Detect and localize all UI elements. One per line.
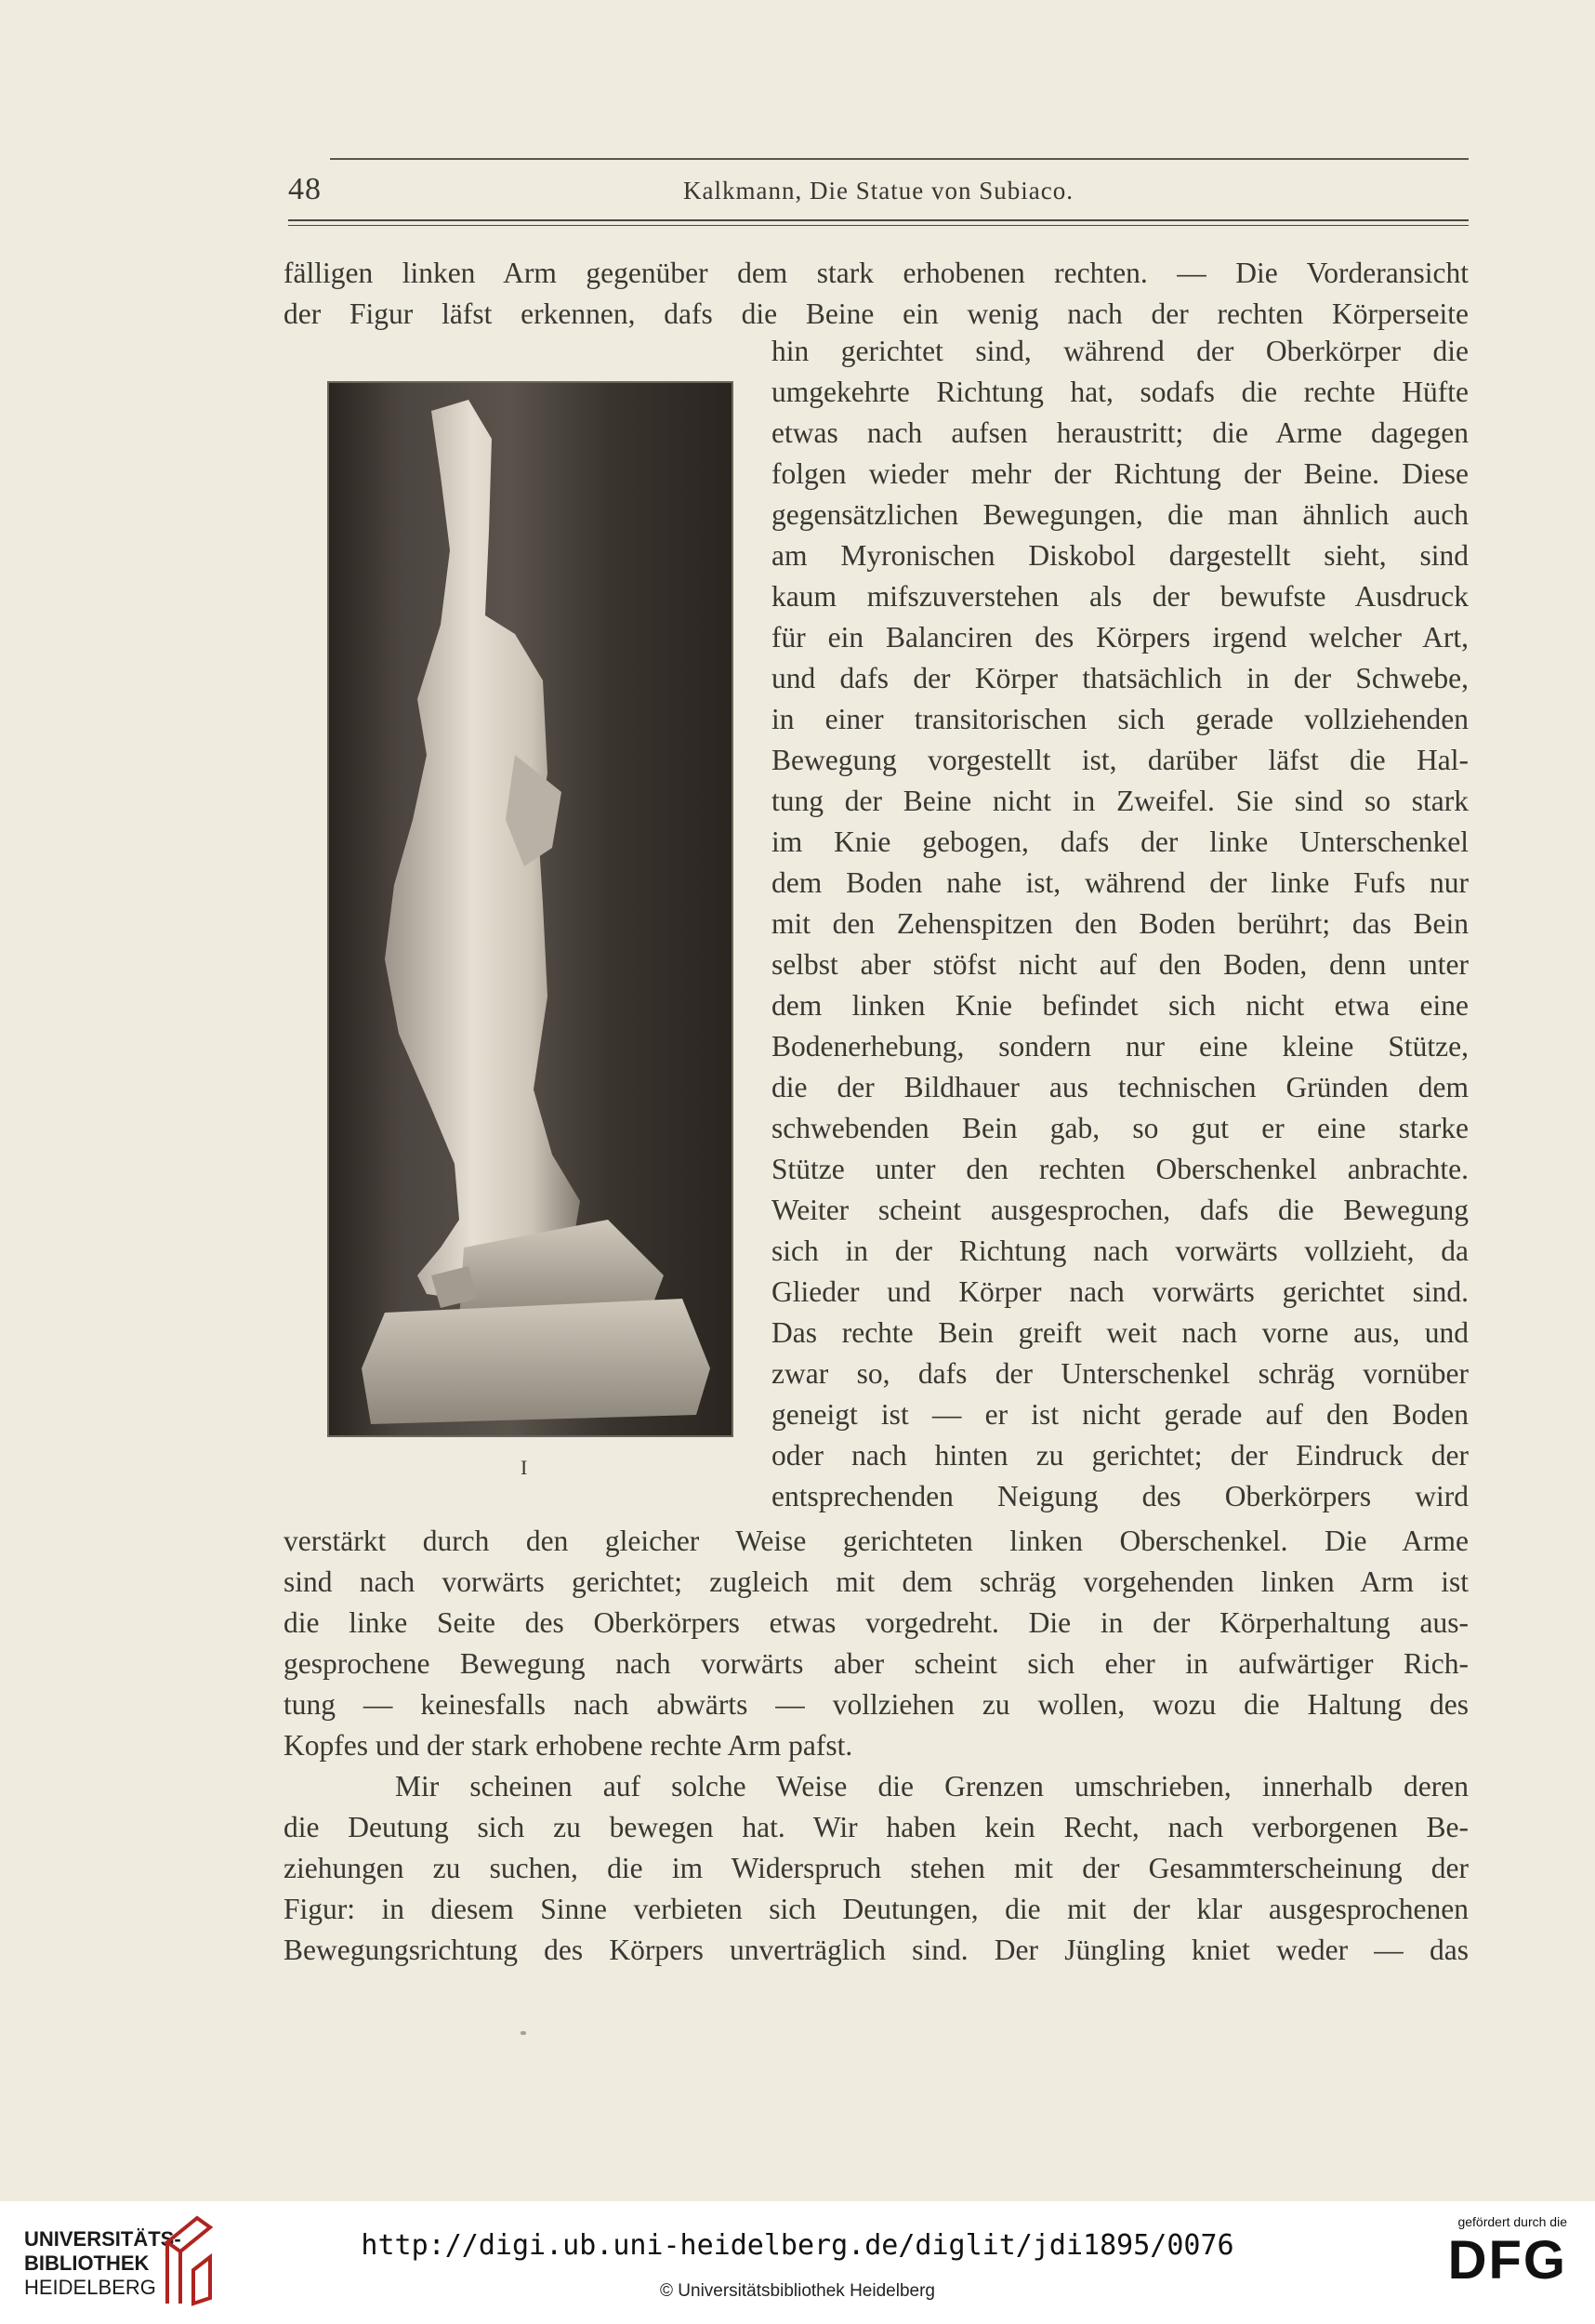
text-line: Weiter scheint ausgesprochen, dafs die Bewegung [771, 1194, 1469, 1226]
text-line: tung der Beine nicht in Zweifel. Sie sind so stark [771, 785, 1469, 817]
text-line: tung — keinesfalls nach abwärts — vollziehen zu wollen, wozu die Haltung des [283, 1688, 1469, 1721]
text-line: sind nach vorwärts gerichtet; zugleich mit dem schräg vorgehenden linken Arm ist [283, 1565, 1469, 1598]
library-name-line3: HEIDELBERG [24, 2276, 156, 2299]
text-line: folgen wieder mehr der Richtung der Beine. Diese [771, 457, 1469, 490]
paper-speck [521, 2031, 526, 2035]
text-line: Bodenerhebung, sondern nur eine kleine Stütze, [771, 1030, 1469, 1063]
text-line: Kopfes und der stark erhobene rechte Arm pafst. [283, 1729, 853, 1762]
dfg-wordmark: DFG [1447, 2230, 1567, 2291]
text-line: fälligen linken Arm gegenüber dem stark erhobenen rechten. — Die Vorderansicht [283, 257, 1469, 289]
text-line: hin gerichtet sind, während der Oberkörper die [771, 335, 1469, 367]
funded-by-label: gefördert durch die [1457, 2214, 1567, 2229]
text-line: Bewegung vorgestellt ist, darüber läfst die Hal- [771, 744, 1469, 776]
dfg-logo[interactable] [1448, 2214, 1567, 2289]
statue-illustration [329, 383, 732, 1435]
header-double-rule [288, 219, 1469, 226]
page-header [288, 172, 1469, 218]
text-line: und dafs der Körper thatsächlich in der Schwebe, [771, 662, 1469, 694]
text-line: Das rechte Bein greift weit nach vorne aus, und [771, 1316, 1469, 1349]
text-line: entsprechenden Neigung des Oberkörpers wird [771, 1480, 1469, 1512]
text-line: zwar so, dafs der Unterschenkel schräg vornüber [771, 1357, 1469, 1390]
statue-photograph [327, 381, 733, 1437]
text-line: verstärkt durch den gleicher Weise gerichteten linken Oberschenkel. Die Arme [283, 1525, 1469, 1557]
text-line: mit den Zehenspitzen den Boden berührt; das Bein [771, 907, 1469, 940]
text-wrap-column [771, 335, 1469, 1521]
text-line: oder nach hinten zu gerichtet; der Eindruck der [771, 1439, 1469, 1472]
text-line: ziehungen zu suchen, die im Widerspruch stehen mit der Gesammterscheinung der [283, 1852, 1469, 1884]
text-line: in einer transitorischen sich gerade vollziehenden [771, 703, 1469, 735]
text-line: Stütze unter den rechten Oberschenkel anbrachte. [771, 1153, 1469, 1185]
text-line: im Knie gebogen, dafs der linke Unterschenkel [771, 825, 1469, 858]
text-bottom [283, 1521, 1469, 1971]
text-line: gesprochene Bewegung nach vorwärts aber scheint sich eher in aufwärtiger Rich- [283, 1647, 1469, 1680]
text-line: Glieder und Körper nach vorwärts gerichtet sind. [771, 1275, 1469, 1308]
document-url-link[interactable]: http://digi.ub.uni-heidelberg.de/diglit/jdi1895/0076 [361, 2229, 1234, 2262]
text-line: gegensätzlichen Bewegungen, die man ähnlich auch [771, 498, 1469, 531]
text-line: geneigt ist — er ist nicht gerade auf den Boden [771, 1398, 1469, 1431]
text-line: Bewegungsrichtung des Körpers unverträglich sind. Der Jüngling kniet weder — das [283, 1934, 1469, 1966]
library-name-line1: UNIVERSITÄTS- [24, 2227, 181, 2251]
text-line: die der Bildhauer aus technischen Gründen dem [771, 1071, 1469, 1103]
text-line: die Deutung sich zu bewegen hat. Wir haben kein Recht, nach verborgenen Be- [283, 1811, 1469, 1843]
footer-bar [0, 2201, 1595, 2324]
text-top [283, 253, 1469, 335]
text-line: der Figur läfst erkennen, dafs die Beine ein wenig nach der rechten Körperseite [283, 297, 1469, 330]
text-line: umgekehrte Richtung hat, sodafs die rechte Hüfte [771, 376, 1469, 408]
library-name-line2: BIBLIOTHEK [24, 2251, 150, 2275]
text-line: die linke Seite des Oberkörpers etwas vorgedreht. Die in der Körperhaltung aus- [283, 1606, 1469, 1639]
copyright-notice: © Universitätsbibliothek Heidelberg [660, 2281, 935, 2301]
running-title: Kalkmann, Die Statue von Subiaco. [683, 177, 1074, 205]
page-number: 48 [288, 172, 322, 206]
text-line: für ein Balanciren des Körpers irgend welcher Art, [771, 621, 1469, 654]
text-line: kaum mifszuverstehen als der bewufste Ausdruck [771, 580, 1469, 613]
text-line: dem linken Knie befindet sich nicht etwa eine [771, 989, 1469, 1022]
text-line: am Myronischen Diskobol dargestellt sieht, sind [771, 539, 1469, 572]
text-line: selbst aber stöfst nicht auf den Boden, denn unter [771, 948, 1469, 981]
text-line: schwebenden Bein gab, so gut er eine starke [771, 1112, 1469, 1144]
top-rule [330, 158, 1469, 160]
text-line: sich in der Richtung nach vorwärts vollzieht, da [771, 1235, 1469, 1267]
text-line: Mir scheinen auf solche Weise die Grenzen umschrieben, innerhalb deren [395, 1770, 1469, 1802]
text-line: Figur: in diesem Sinne verbieten sich Deutungen, die mit der klar ausgesprochenen [283, 1893, 1469, 1925]
text-line: dem Boden nahe ist, während der linke Fufs nur [771, 866, 1469, 899]
text-line: etwas nach aufsen heraustritt; die Arme dagegen [771, 416, 1469, 449]
figure-caption: I [521, 1456, 528, 1479]
